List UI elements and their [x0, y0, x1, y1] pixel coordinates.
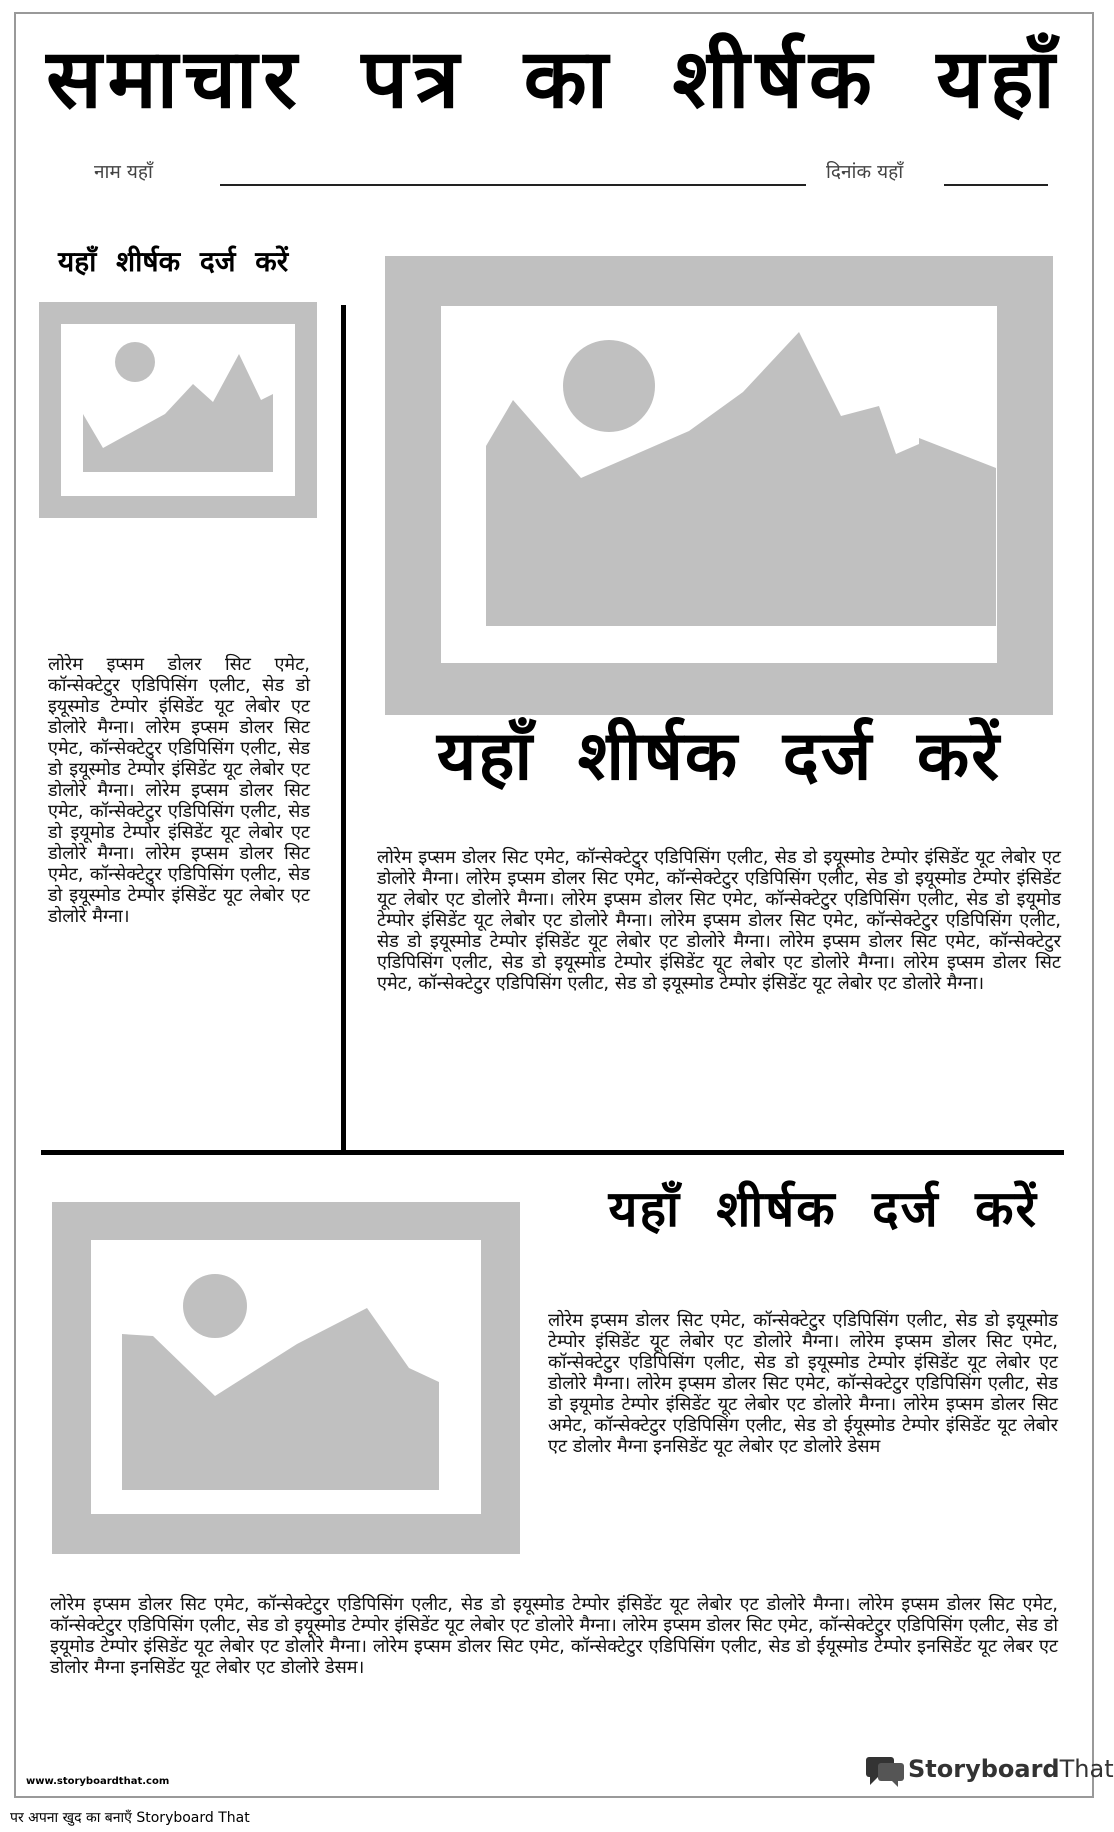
brand-storyboard: Storyboard	[908, 1755, 1060, 1783]
left-story-heading[interactable]: यहाँ शीर्षक दर्ज करें	[58, 245, 289, 278]
brand-that: That	[1059, 1755, 1114, 1783]
image-placeholder-icon	[441, 306, 997, 663]
footer-url[interactable]: www.storyboardthat.com	[26, 1776, 170, 1787]
column-divider	[341, 305, 346, 1153]
footer-note[interactable]: पर अपना खुद का बनाएँ Storyboard That	[10, 1810, 250, 1826]
image-placeholder-icon	[61, 324, 295, 496]
date-line[interactable]	[944, 184, 1048, 186]
main-story-heading[interactable]: यहाँ शीर्षक दर्ज करें	[436, 717, 1002, 796]
name-label: नाम यहाँ	[94, 161, 153, 183]
storyboardthat-logo[interactable]	[864, 1753, 1114, 1789]
bottom-story-heading[interactable]: यहाँ शीर्षक दर्ज करें	[608, 1180, 1038, 1238]
bottom-story-wide-body[interactable]: लोरेम इप्सम डोलर सिट एमेट, कॉन्सेक्टेटुर एडिपिसिंग एलीट, सेड डो इयूस्मोड टेम्पोर इंसिडेंट यूट लेबोर एट डोलोरे मैग्ना। लोरेम इप्सम डोलर सिट एमेट, कॉन्सेक्टेटुर एडिपिसिंग एलीट, सेड डो इयूस्मोड टेम्पोर इंसिडेंट यूट लेबोर एट डोलोरे मैग्ना। लोरेम इप्सम डोलर सिट एमेट, कॉन्सेक्टेटुर एडिपिसिंग एलीट, सेड डो इयूमोड टेम्पोर इंसिडेंट यूट लेबोर एट डोलोरे मैग्ना। लोरेम इप्सम डोलर सिट एमेट, कॉन्सेक्टेटुर एडिपिसिंग एलीट, सेड डो ईयूस्मोड टेम्पोर इनसिडेंट यूट लेबर एट डोलोर मैग्ना इनसिडेंट यूट लेबोर एट डोलोरे डेसम।	[50, 1594, 1058, 1678]
bottom-story-image[interactable]	[52, 1202, 520, 1554]
name-line[interactable]	[220, 184, 806, 186]
image-placeholder-icon	[91, 1240, 481, 1514]
date-label: दिनांक यहाँ	[826, 161, 904, 183]
section-divider	[41, 1150, 1064, 1155]
main-story-image[interactable]	[385, 256, 1053, 715]
left-story-image[interactable]	[39, 302, 317, 518]
newspaper-title[interactable]: समाचार पत्र का शीर्षक यहाँ	[46, 32, 1061, 127]
main-story-body[interactable]: लोरेम इप्सम डोलर सिट एमेट, कॉन्सेक्टेटुर एडिपिसिंग एलीट, सेड डो इयूस्मोड टेम्पोर इंसिडेंट यूट लेबोर एट डोलोरे मैग्ना। लोरेम इप्सम डोलर सिट एमेट, कॉन्सेक्टेटुर एडिपिसिंग एलीट, सेड डो इयूस्मोड टेम्पोर इंसिडेंट यूट लेबोर एट डोलोरे मैग्ना। लोरेम इप्सम डोलर सिट एमेट, कॉन्सेक्टेटुर एडिपिसिंग एलीट, सेड डो इयूमोड टेम्पोर इंसिडेंट यूट लेबोर एट डोलोरे मैग्ना। लोरेम इप्सम डोलर सिट एमेट, कॉन्सेक्टेटुर एडिपिसिंग एलीट, सेड डो इयूस्मोड टेम्पोर इंसिडेंट यूट लेबोर एट डोलोरे मैग्ना। लोरेम इप्सम डोलर सिट एमेट, कॉन्सेक्टेटुर एडिपिसिंग एलीट, सेड डो इयूस्मोड टेम्पोर इंसिडेंट यूट लेबोर एट डोलोरे मैग्ना। लोरेम इप्सम डोलर सिट एमेट, कॉन्सेक्टेटुर एडिपिसिंग एलीट, सेड डो इयूस्मोड टेम्पोर इंसिडेंट यूट लेबोर एट डोलोरे मैग्ना।	[377, 847, 1061, 994]
storyboardthat-logo-icon	[864, 1755, 906, 1787]
bottom-story-side-body[interactable]: लोरेम इप्सम डोलर सिट एमेट, कॉन्सेक्टेटुर एडिपिसिंग एलीट, सेड डो इयूस्मोड टेम्पोर इंसिडेंट यूट लेबोर एट डोलोरे मैग्ना। लोरेम इप्सम डोलर सिट एमेट, कॉन्सेक्टेटुर एडिपिसिंग एलीट, सेड डो इयूस्मोड टेम्पोर इंसिडेंट यूट लेबोर एट डोलोरे मैग्ना। लोरेम इप्सम डोलर सिट एमेट, कॉन्सेक्टेटुर एडिपिसिंग एलीट, सेड डो इयूमोड टेम्पोर इंसिडेंट यूट लेबोर एट डोलोरे मैग्ना। लोरेम इप्सम डोलर सिट अमेट, कॉन्सेक्टेटुर एडिपिसिंग एलीट, सेड डो ईयूस्मोड टेम्पोर इंसिडेंट यूट लेबोर एट डोलोर मैग्ना इनसिडेंट यूट लेबोर एट डोलोरे डेसम	[548, 1310, 1058, 1457]
left-story-body[interactable]: लोरेम इप्सम डोलर सिट एमेट, कॉन्सेक्टेटुर एडिपिसिंग एलीट, सेड डो इयूस्मोड टेम्पोर इंसिडेंट यूट लेबोर एट डोलोरे मैग्ना। लोरेम इप्सम डोलर सिट एमेट, कॉन्सेक्टेटुर एडिपिसिंग एलीट, सेड डो इयूस्मोड टेम्पोर इंसिडेंट यूट लेबोर एट डोलोरे मैग्ना। लोरेम इप्सम डोलर सिट एमेट, कॉन्सेक्टेटुर एडिपिसिंग एलीट, सेड डो इयूमोड टेम्पोर इंसिडेंट यूट लेबोर एट डोलोरे मैग्ना। लोरेम इप्सम डोलर सिट एमेट, कॉन्सेक्टेटुर एडिपिसिंग एलीट, सेड डो इयूस्मोड टेम्पोर इंसिडेंट यूट लेबोर एट डोलोरे मैग्ना।	[48, 654, 310, 927]
